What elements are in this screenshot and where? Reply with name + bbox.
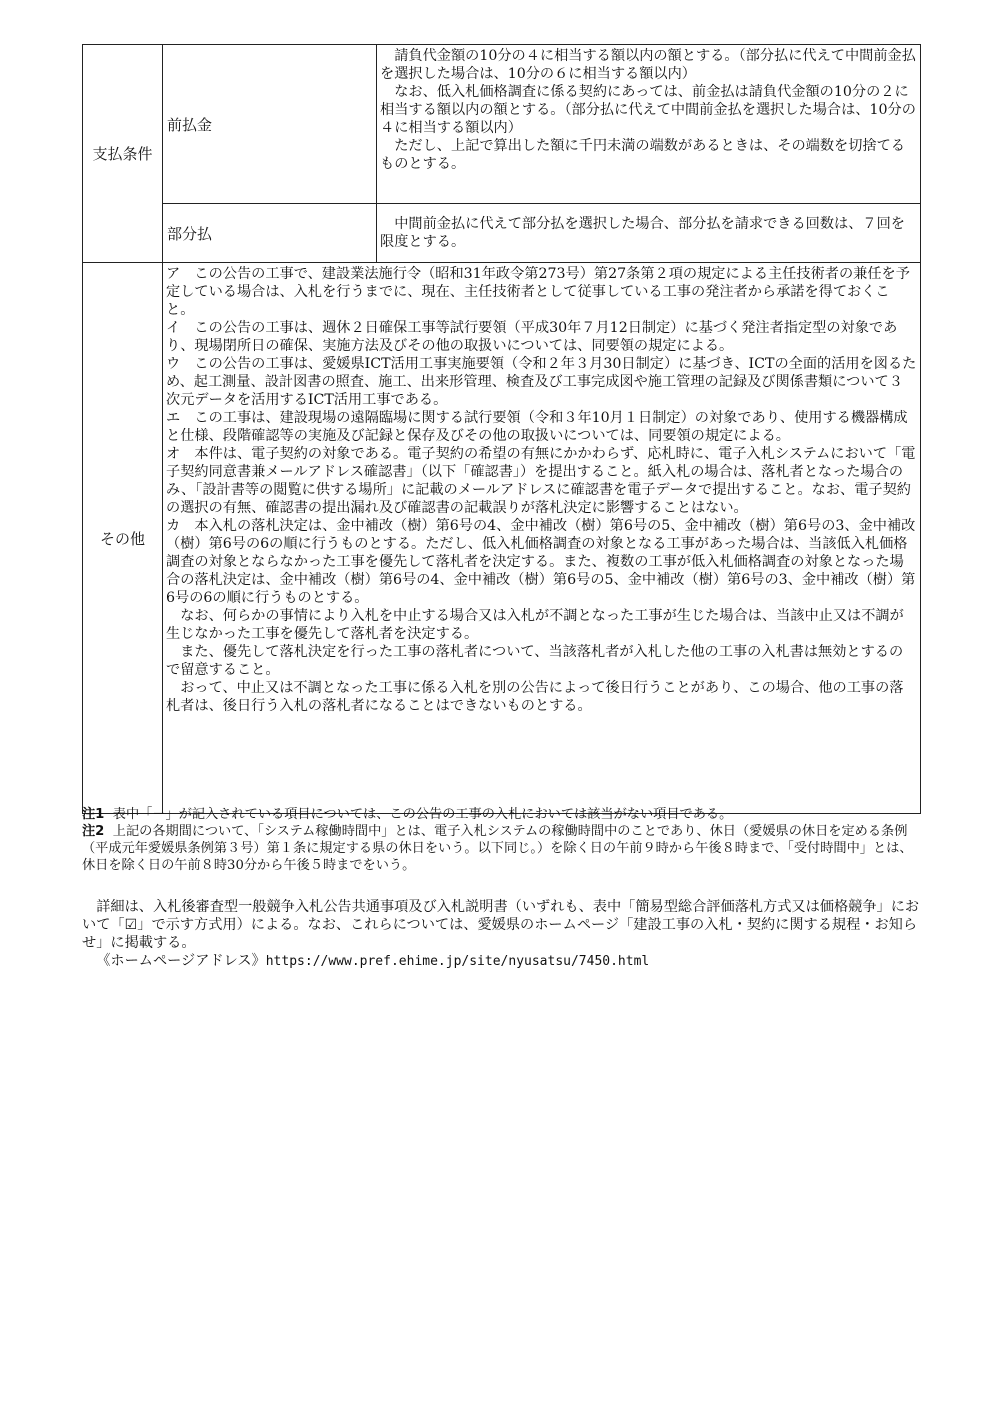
partial-paragraph: 中間前金払に代えて部分払を選択した場合、部分払を請求できる回数は、７回を限度とする。 bbox=[380, 216, 905, 250]
advance-payment-row bbox=[83, 45, 921, 204]
partial-payment-text bbox=[377, 204, 921, 263]
url-label: 《ホームページアドレス》 bbox=[96, 953, 266, 969]
other-item-i: イ この公告の工事は、週休２日確保工事等試行要領（平成30年７月12日制定）に基づく発注者指定型の対象であり、現場閉所日の確保、実施方法及びその他の取扱いについては、同要領の規定による。 bbox=[166, 320, 898, 354]
note-tag: 注2 bbox=[82, 824, 105, 839]
note-2 bbox=[82, 823, 920, 874]
note-tag: 注1 bbox=[82, 807, 105, 822]
other-item-a: ア この公告の工事で、建設業法施行令（昭和31年政令第273号）第27条第２項の規定による主任技術者の兼任を予定している場合は、入札を行うまでに、現在、主任技術者として従事している工事の発注者から承諾を得ておくこと。 bbox=[166, 266, 910, 318]
other-item-o: オ 本件は、電子契約の対象である。電子契約の希望の有無にかかわらず、応札時に、電子入札システムにおいて「電子契約同意書兼メールアドレス確認書」（以下「確認書」）を提出すること。紙入札の場合は、落札者となった場合のみ、「設計書等の閲覧に供する場所」に記載のメールアドレスに確認書を電子データで提出すること。なお、電子契約の選択の有無、確認書の提出漏れ及び確認書の記載誤りが落札決定に影響することはない。 bbox=[166, 446, 916, 516]
homepage-address-line bbox=[82, 952, 920, 971]
partial-payment-label: 部分払 bbox=[163, 204, 377, 263]
advance-payment-text bbox=[377, 45, 921, 204]
homepage-url[interactable]: https://www.pref.ehime.jp/site/nyusatsu/7450.html bbox=[265, 954, 650, 969]
other-label: その他 bbox=[83, 263, 163, 814]
other-item-ka: カ 本入札の落札決定は、金中補改（樹）第6号の4、金中補改（樹）第6号の5、金中補改（樹）第6号の3、金中補改（樹）第6号の6の順に行うものとする。ただし、低入札価格調査の対象となる工事があった場合は、当該低入札価格調査の対象とならなかった工事を優先して落札者を決定する。また、複数の工事が低入札価格調査の対象となった場合の落札決定は、金中補改（樹）第6号の4、金中補改（樹）第6号の5、金中補改（樹）第6号の3、金中補改（樹）第6号の6の順に行うものとする。 bbox=[166, 518, 916, 606]
details-paragraph: 詳細は、入札後審査型一般競争入札公告共通事項及び入札説明書（いずれも、表中「簡易型総合評価落札方式又は価格競争」において「☑」で示す方式用）による。なお、これらについては、愛媛県のホームページ「建設工事の入札・契約に関する規程・お知らせ」に掲載する。 bbox=[82, 899, 920, 951]
note-text: 表中「－」が記入されている項目については、この公告の工事の入札においては該当がない項目である。 bbox=[112, 807, 733, 822]
other-item-u: ウ この公告の工事は、愛媛県ICT活用工事実施要領（令和２年３月30日制定）に基づき、ICTの全面的活用を図るため、起工測量、設計図書の照査、施工、出来形管理、検査及び工事完成図や施工管理の記録及び関係書類について３次元データを活用するICT活用工事である。 bbox=[166, 356, 917, 408]
advance-payment-label: 前払金 bbox=[163, 45, 377, 204]
other-text bbox=[163, 263, 921, 814]
note-text: 上記の各期間について、「システム稼働時間中」とは、電子入札システムの稼働時間中のことであり、休日（愛媛県の休日を定める条例（平成元年愛媛県条例第３号）第１条に規定する県の休日をいう。以下同じ。）を除く日の午前９時から午後８時まで、「受付時間中」とは、休日を除く日の午前８時30分から午後５時までをいう。 bbox=[82, 824, 913, 873]
other-note-paragraph: なお、何らかの事情により入札を中止する場合又は入札が不調となった工事が生じた場合は、当該中止又は不調が生じなかった工事を優先して落札者を決定する。 bbox=[166, 608, 904, 642]
other-item-e: エ この工事は、建設現場の遠隔臨場に関する試行要領（令和３年10月１日制定）の対象であり、使用する機器構成と仕様、段階確認等の実施及び記録と保存及びその他の取扱いについては、同要領の規定による。 bbox=[166, 410, 908, 444]
notes-section bbox=[82, 806, 920, 874]
other-note-paragraph: また、優先して落札決定を行った工事の落札者について、当該落札者が入札した他の工事の入札書は無効とするので留意すること。 bbox=[166, 644, 904, 678]
other-row bbox=[83, 263, 921, 814]
advance-paragraph: なお、低入札価格調査に係る契約にあっては、前金払は請負代金額の10分の２に相当する額以内の額とする。（部分払に代えて中間前金払を選択した場合は、10分の４に相当する額以内） bbox=[380, 84, 916, 136]
advance-paragraph: 請負代金額の10分の４に相当する額以内の額とする。（部分払に代えて中間前金払を選択した場合は、10分の６に相当する額以内） bbox=[380, 48, 916, 82]
conditions-table bbox=[82, 44, 921, 814]
partial-payment-row bbox=[83, 204, 921, 263]
note-1 bbox=[82, 806, 920, 823]
footer-section bbox=[82, 898, 920, 971]
payment-terms-label: 支払条件 bbox=[83, 45, 163, 263]
other-note-paragraph: おって、中止又は不調となった工事に係る入札を別の公告によって後日行うことがあり、この場合、他の工事の落札者は、後日行う入札の落札者になることはできないものとする。 bbox=[166, 680, 904, 714]
advance-paragraph: ただし、上記で算出した額に千円未満の端数があるときは、その端数を切捨てるものとする。 bbox=[380, 138, 905, 172]
